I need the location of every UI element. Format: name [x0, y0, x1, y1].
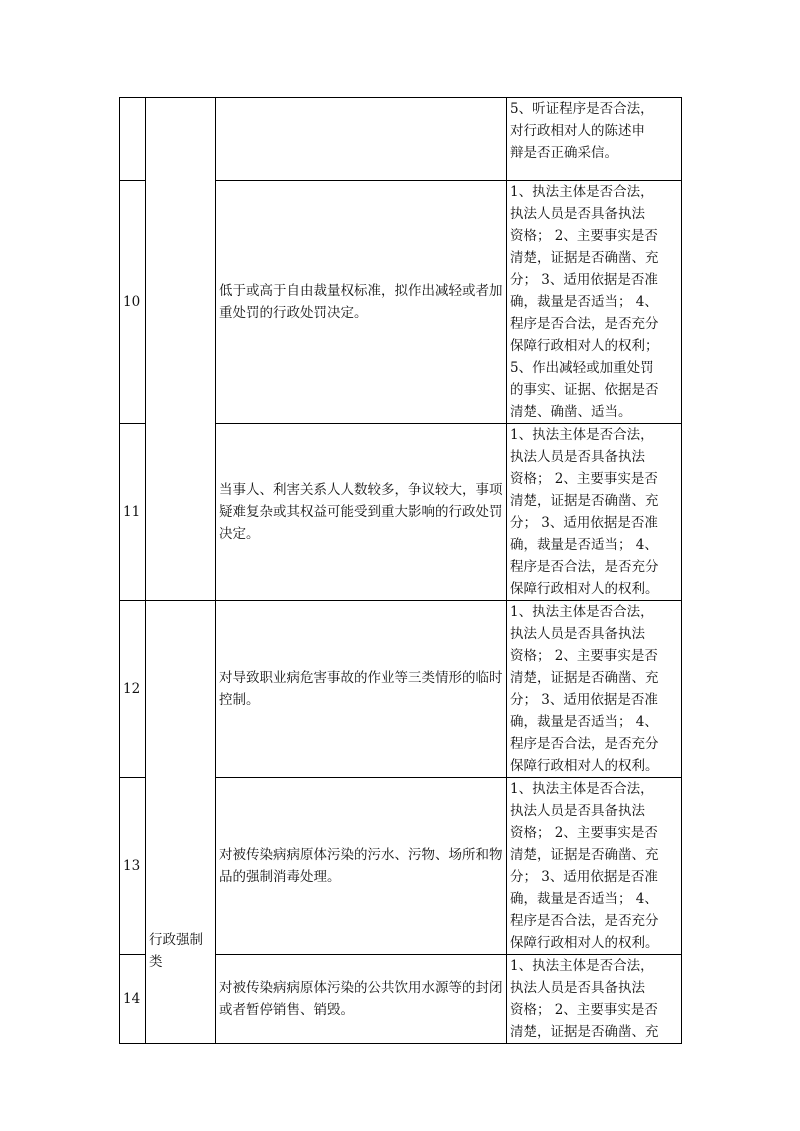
- row-number: 10: [120, 181, 146, 424]
- item-description: 对被传染病病原体污染的公共饮用水源等的封闭或者暂停销售、销毁。: [216, 955, 507, 1044]
- row-number: 13: [120, 778, 146, 955]
- review-standard: 1、执法主体是否合法， 执法人员是否具备执法 资格； 2、主要事实是否 清楚，证据是否确凿、充 分； 3、适用依据是否准 确，裁量是否适当； 4、 程序是否合法，是否充分 保障行政相对人的权利。: [507, 778, 682, 955]
- category-cell-coercion: 行政强制类: [146, 601, 216, 1044]
- row-number: 11: [120, 424, 146, 601]
- review-standard: 1、执法主体是否合法， 执法人员是否具备执法 资格； 2、主要事实是否 清楚，证据是否确凿、充 分； 3、适用依据是否准 确，裁量是否适当； 4、 程序是否合法，是否充分 保障行政相对人的权利。: [507, 424, 682, 601]
- item-description: 对导致职业病危害事故的作业等三类情形的临时控制。: [216, 601, 507, 778]
- row-number: 14: [120, 955, 146, 1044]
- review-standard: 5、听证程序是否合法， 对行政相对人的陈述申 辩是否正确采信。: [507, 98, 682, 181]
- review-standard: 1、执法主体是否合法， 执法人员是否具备执法 资格； 2、主要事实是否 清楚，证据是否确凿、充: [507, 955, 682, 1044]
- table-row: [120, 98, 682, 181]
- table-row: [120, 601, 682, 778]
- review-standard: 1、执法主体是否合法， 执法人员是否具备执法 资格； 2、主要事实是否 清楚，证据是否确凿、充 分； 3、适用依据是否准 确，裁量是否适当； 4、 程序是否合法，是否充分 保障行政相对人的权利； 5、作出减轻或加重处罚 的事实、证据、依据是否 清楚、确凿、适当。: [507, 181, 682, 424]
- row-number: [120, 98, 146, 181]
- item-description: [216, 98, 507, 181]
- item-description: 对被传染病病原体污染的污水、污物、场所和物品的强制消毒处理。: [216, 778, 507, 955]
- item-description: 低于或高于自由裁量权标准，拟作出减轻或者加重处罚的行政处罚决定。: [216, 181, 507, 424]
- review-standards-table: [119, 97, 682, 1044]
- review-standard: 1、执法主体是否合法， 执法人员是否具备执法 资格； 2、主要事实是否 清楚，证据是否确凿、充 分； 3、适用依据是否准 确，裁量是否适当； 4、 程序是否合法，是否充分 保障行政相对人的权利。: [507, 601, 682, 778]
- category-cell-penalty: [146, 98, 216, 601]
- row-number: 12: [120, 601, 146, 778]
- item-description: 当事人、利害关系人人数较多，争议较大，事项疑难复杂或其权益可能受到重大影响的行政处罚决定。: [216, 424, 507, 601]
